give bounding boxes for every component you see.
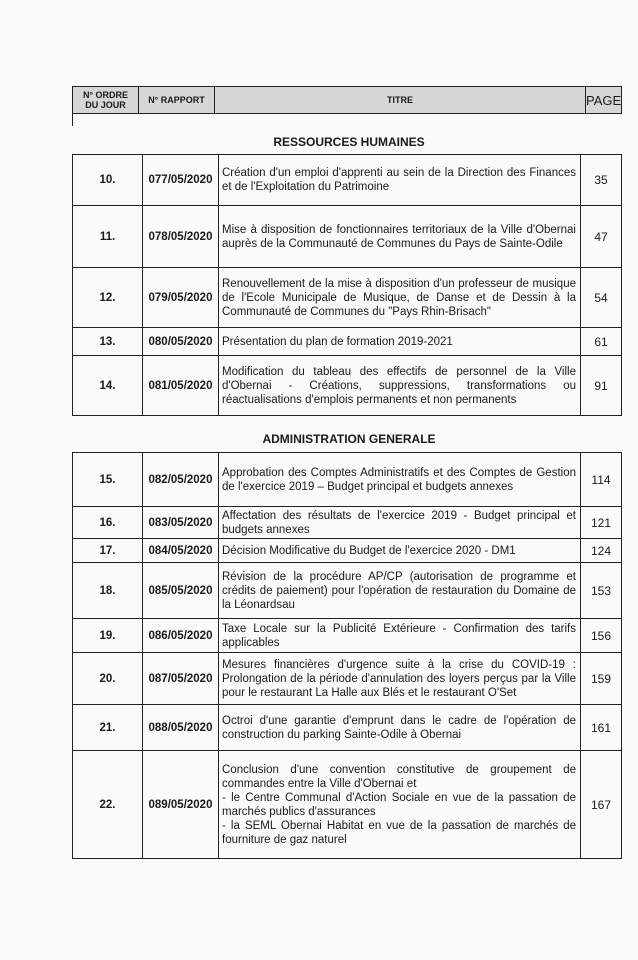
table-row (73, 705, 622, 751)
item-title: Modification du tableau des effectifs de personnel de la Ville d'Obernai - Créations, suppressions, transformations ou réactualisations d'emplois permanents et non permanents (219, 356, 581, 416)
report-number: 082/05/2020 (143, 453, 219, 507)
table-row (73, 539, 622, 563)
report-number: 087/05/2020 (143, 653, 219, 705)
item-number: 10. (73, 155, 143, 206)
item-title: Conclusion d'une convention constitutive de groupement de commandes entre la Ville d'Obernai et - le Centre Communal d'Action Sociale en vue de la passation de marchés publics d'assurances - la SEML Obernai Habitat en vue de la passation de marchés de fourniture de gaz naturel (219, 751, 581, 859)
item-page: 47 (581, 206, 622, 268)
item-number: 14. (73, 356, 143, 416)
report-number: 078/05/2020 (143, 206, 219, 268)
item-title: Taxe Locale sur la Publicité Extérieure - Confirmation des tarifs applicables (219, 619, 581, 653)
header-page: PAGE (586, 87, 622, 114)
item-page: 114 (581, 453, 622, 507)
report-number: 089/05/2020 (143, 751, 219, 859)
table-row (73, 206, 622, 268)
item-title: Création d'un emploi d'apprenti au sein de la Direction des Finances et de l'Exploitation du Patrimoine (219, 155, 581, 206)
table-row (73, 453, 622, 507)
report-number: 083/05/2020 (143, 507, 219, 539)
item-number: 16. (73, 507, 143, 539)
item-number: 21. (73, 705, 143, 751)
table-row (73, 155, 622, 206)
header-rapport: N° RAPPORT (139, 87, 215, 114)
header-table (72, 86, 622, 114)
table-row (73, 563, 622, 619)
item-title: Présentation du plan de formation 2019-2021 (219, 328, 581, 356)
report-number: 080/05/2020 (143, 328, 219, 356)
item-page: 124 (581, 539, 622, 563)
item-title: Décision Modificative du Budget de l'exercice 2020 - DM1 (219, 539, 581, 563)
table-row (73, 356, 622, 416)
report-number: 079/05/2020 (143, 268, 219, 328)
report-number: 077/05/2020 (143, 155, 219, 206)
margin-line (72, 112, 73, 126)
item-page: 61 (581, 328, 622, 356)
table-row (73, 268, 622, 328)
agenda-table-ag (72, 452, 622, 859)
item-title: Mise à disposition de fonctionnaires territoriaux de la Ville d'Obernai auprès de la Communauté de Communes du Pays de Sainte-Odile (219, 206, 581, 268)
header-ordre: N° ORDRE DU JOUR (73, 87, 139, 114)
table-row (73, 619, 622, 653)
report-number: 085/05/2020 (143, 563, 219, 619)
agenda-table-rh (72, 154, 622, 416)
report-number: 081/05/2020 (143, 356, 219, 416)
table-row (73, 751, 622, 859)
item-page: 153 (581, 563, 622, 619)
item-title: Mesures financières d'urgence suite à la crise du COVID-19 : Prolongation de la période d'annulation des loyers perçus par la Ville pour le restaurant La Halle aux Blés et le restaurant O'Set (219, 653, 581, 705)
item-number: 17. (73, 539, 143, 563)
report-number: 088/05/2020 (143, 705, 219, 751)
item-title: Approbation des Comptes Administratifs et des Comptes de Gestion de l'exercice 2019 – Budget principal et budgets annexes (219, 453, 581, 507)
report-number: 086/05/2020 (143, 619, 219, 653)
header-titre: TITRE (215, 87, 586, 114)
item-number: 18. (73, 563, 143, 619)
table-row (73, 328, 622, 356)
item-page: 91 (581, 356, 622, 416)
item-number: 15. (73, 453, 143, 507)
report-number: 084/05/2020 (143, 539, 219, 563)
item-number: 13. (73, 328, 143, 356)
item-page: 167 (581, 751, 622, 859)
item-number: 19. (73, 619, 143, 653)
item-number: 22. (73, 751, 143, 859)
table-row (73, 653, 622, 705)
item-page: 159 (581, 653, 622, 705)
item-title: Révision de la procédure AP/CP (autorisation de programme et crédits de paiement) pour l'opération de restauration du Domaine de la Léonardsau (219, 563, 581, 619)
section-title-administration-generale: ADMINISTRATION GENERALE (262, 432, 436, 446)
item-page: 161 (581, 705, 622, 751)
section-title-ressources-humaines: RESSOURCES HUMAINES (273, 135, 425, 149)
item-number: 20. (73, 653, 143, 705)
item-title: Renouvellement de la mise à disposition d'un professeur de musique de l'Ecole Municipale de Musique, de Danse et de Dessin à la Communauté de Communes du "Pays Rhin-Brisach" (219, 268, 581, 328)
item-page: 156 (581, 619, 622, 653)
item-title: Affectation des résultats de l'exercice 2019 - Budget principal et budgets annexes (219, 507, 581, 539)
item-number: 12. (73, 268, 143, 328)
item-page: 121 (581, 507, 622, 539)
table-row (73, 507, 622, 539)
item-number: 11. (73, 206, 143, 268)
item-page: 54 (581, 268, 622, 328)
item-page: 35 (581, 155, 622, 206)
item-title: Octroi d'une garantie d'emprunt dans le cadre de l'opération de construction du parking Sainte-Odile à Obernai (219, 705, 581, 751)
